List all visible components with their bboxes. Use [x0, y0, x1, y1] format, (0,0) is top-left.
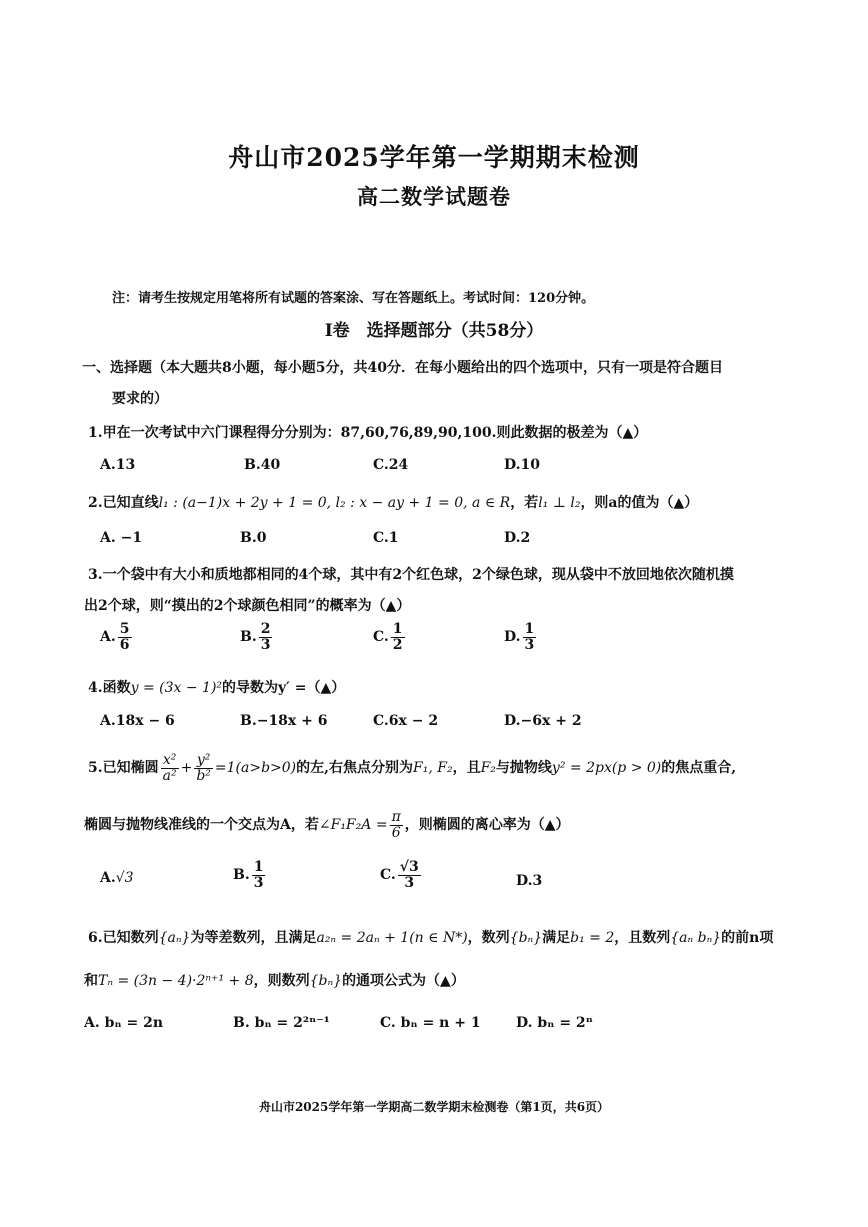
q5-angle: ∠F₁F₂A =	[318, 817, 388, 834]
question-2-text	[88, 492, 698, 512]
q3-option-b-numerator: 2	[260, 621, 271, 637]
q5-mid1: 的左,右焦点分别为	[296, 760, 414, 777]
q5-ellipse-equation: $\frac{\text{x²}}{\text{a²}}$ + $\frac{\text{y²}}{\text{b²}}$ =1(a>b>0)	[162, 752, 297, 784]
q6-mid2: ，数列	[467, 930, 510, 946]
q3-option-d	[504, 622, 538, 652]
exam-title: 舟山市2025学年第一学期期末检测	[228, 143, 640, 172]
part-title: Ⅰ卷 选择题部分（共58分）	[324, 321, 544, 341]
q1-option-c: C.24	[373, 457, 409, 473]
q4-option-c: C.6x − 2	[373, 713, 439, 729]
q5-line2-prefix: 椭圆与抛物线准线的一个交点为A，若	[84, 817, 319, 834]
q6-sequence-b-ref: {bₙ}	[309, 973, 343, 989]
question-6-line2	[84, 970, 465, 990]
q3-option-c-denominator: 2	[392, 636, 403, 653]
q3-option-c-label: C.	[373, 629, 389, 646]
q6-tail1: 的前n项	[721, 930, 774, 946]
q5-line2-suffix: ，则椭圆的离心率为（▲）	[404, 817, 570, 834]
q5-option-b-denominator: 3	[253, 874, 264, 891]
q6-mid3: 满足	[542, 930, 571, 946]
q3-option-a-denominator: 6	[119, 636, 130, 653]
q5-option-b-label: B.	[233, 867, 250, 884]
q1-option-d: D.10	[504, 457, 540, 473]
q6-line2-suffix: 的通项公式为（▲）	[342, 973, 465, 989]
q5-prefix: 5.已知椭圆	[88, 760, 159, 777]
q2-perpendicular-condition: l₁ ⊥ l₂	[538, 495, 581, 511]
q4-option-b: B.−18x + 6	[240, 713, 328, 729]
q2-prefix: 2.已知直线	[88, 495, 159, 511]
exam-note: 注：请考生按规定用笔将所有试题的答案涂、写在答题纸上。考试时间：120分钟。	[112, 291, 595, 306]
q5-tail1: 的焦点重合,	[661, 760, 737, 777]
question-3-line2: 出2个球，则“摸出的2个球颜色相同”的概率为（▲）	[84, 598, 411, 614]
q5-option-c	[380, 860, 423, 890]
q2-option-a: A. −1	[100, 530, 143, 546]
q5-angle-value: $\frac{\pi}{6}$	[391, 809, 401, 841]
q1-option-b: B.40	[244, 457, 281, 473]
q3-option-d-denominator: 3	[524, 636, 535, 653]
q6-option-a: A. bₙ = 2n	[84, 1015, 164, 1031]
question-1-text: 1.甲在一次考试中六门课程得分分别为：87,60,76,89,90,100.则此数据的极差为（▲）	[88, 425, 648, 441]
q6-line2-prefix: 和	[84, 973, 98, 989]
q3-option-d-label: D.	[504, 629, 521, 646]
q3-option-b-label: B.	[240, 629, 257, 646]
q4-function: y = (3x − 1)²	[130, 680, 223, 696]
q1-option-a: A.13	[100, 457, 136, 473]
question-3-line1: 3.一个袋中有大小和质地都相同的4个球，其中有2个红色球，2个绿色球，现从袋中不放回地依次随机摸	[88, 567, 734, 583]
q5-option-c-numerator: √3	[399, 859, 419, 875]
q6-prefix: 6.已知数列	[88, 930, 159, 946]
page-footer: 舟山市2025学年第一学期高二数学期末检测卷（第1页，共6页）	[258, 1100, 610, 1114]
q4-option-a: A.18x − 6	[100, 713, 175, 729]
q4-option-d: D.−6x + 2	[504, 713, 582, 729]
q6-condition-1: a₂ₙ = 2aₙ + 1(n ∈ N*)	[316, 930, 468, 946]
q6-option-b: B. bₙ = 2²ⁿ⁻¹	[233, 1015, 330, 1031]
q4-prefix: 4.函数	[88, 680, 131, 696]
q3-option-a-numerator: 5	[119, 621, 130, 637]
q5-parabola: y² = 2px(p > 0)	[551, 760, 662, 777]
q5-mid3: 与抛物线	[495, 760, 552, 777]
q5-option-c-denominator: 3	[404, 874, 415, 891]
q5-option-b-numerator: 1	[253, 859, 264, 875]
q3-option-b	[240, 622, 274, 652]
exam-subtitle: 高二数学试题卷	[357, 184, 511, 209]
q6-sequence-ab: {aₙ bₙ}	[670, 930, 722, 946]
q2-option-d: D.2	[504, 530, 531, 546]
q3-option-c	[373, 622, 407, 652]
q3-option-d-numerator: 1	[524, 621, 535, 637]
q5-option-a	[100, 870, 134, 886]
q6-option-c: C. bₙ = n + 1	[380, 1015, 481, 1031]
q6-option-d: D. bₙ = 2ⁿ	[516, 1015, 593, 1031]
q6-line2-mid: ，则数列	[253, 973, 310, 989]
q4-suffix: 的导数为y′ =（▲）	[222, 680, 346, 696]
section-heading-line2: 要求的）	[112, 391, 168, 407]
q3-option-b-denominator: 3	[260, 636, 271, 653]
question-5-line2	[84, 810, 570, 840]
question-5-line1	[88, 753, 736, 783]
q5-option-d: D.3	[516, 873, 543, 889]
q5-option-c-label: C.	[380, 867, 396, 884]
q2-suffix: ，则a的值为（▲）	[580, 495, 699, 511]
q6-mid4: ，且数列	[614, 930, 671, 946]
q2-option-c: C.1	[373, 530, 399, 546]
section-heading-line1: 一、选择题（本大题共8小题，每小题5分，共40分．在每小题给出的四个选项中，只有一项是符合题目	[82, 360, 723, 376]
q6-sum-formula: Tₙ = (3n − 4)·2ⁿ⁺¹ + 8	[98, 973, 254, 989]
q6-condition-2: b₁ = 2	[570, 930, 615, 946]
q2-option-b: B.0	[240, 530, 267, 546]
q2-lines-equations: l₁ : (a−1)x + 2y + 1 = 0, l₂ : x − ay + 1 = 0, a ∈ R	[158, 495, 511, 511]
q3-option-c-numerator: 1	[392, 621, 403, 637]
q3-option-a-label: A.	[100, 629, 116, 646]
q6-sequence-b: {bₙ}	[509, 930, 543, 946]
q5-option-a-value: √3	[115, 870, 134, 886]
q3-option-a	[100, 622, 134, 652]
question-6-line1	[88, 927, 773, 947]
q5-mid2: ，且	[452, 760, 481, 777]
q2-middle: ，若	[510, 495, 539, 511]
q5-option-b	[233, 860, 267, 890]
q5-foci: F₁, F₂	[413, 760, 453, 777]
q6-mid1: 为等差数列，且满足	[190, 930, 317, 946]
q6-sequence-a: {aₙ}	[158, 930, 191, 946]
question-4-text	[88, 677, 345, 697]
q5-option-a-label: A.	[100, 870, 116, 886]
q5-focus-f2: F₂	[480, 760, 496, 777]
